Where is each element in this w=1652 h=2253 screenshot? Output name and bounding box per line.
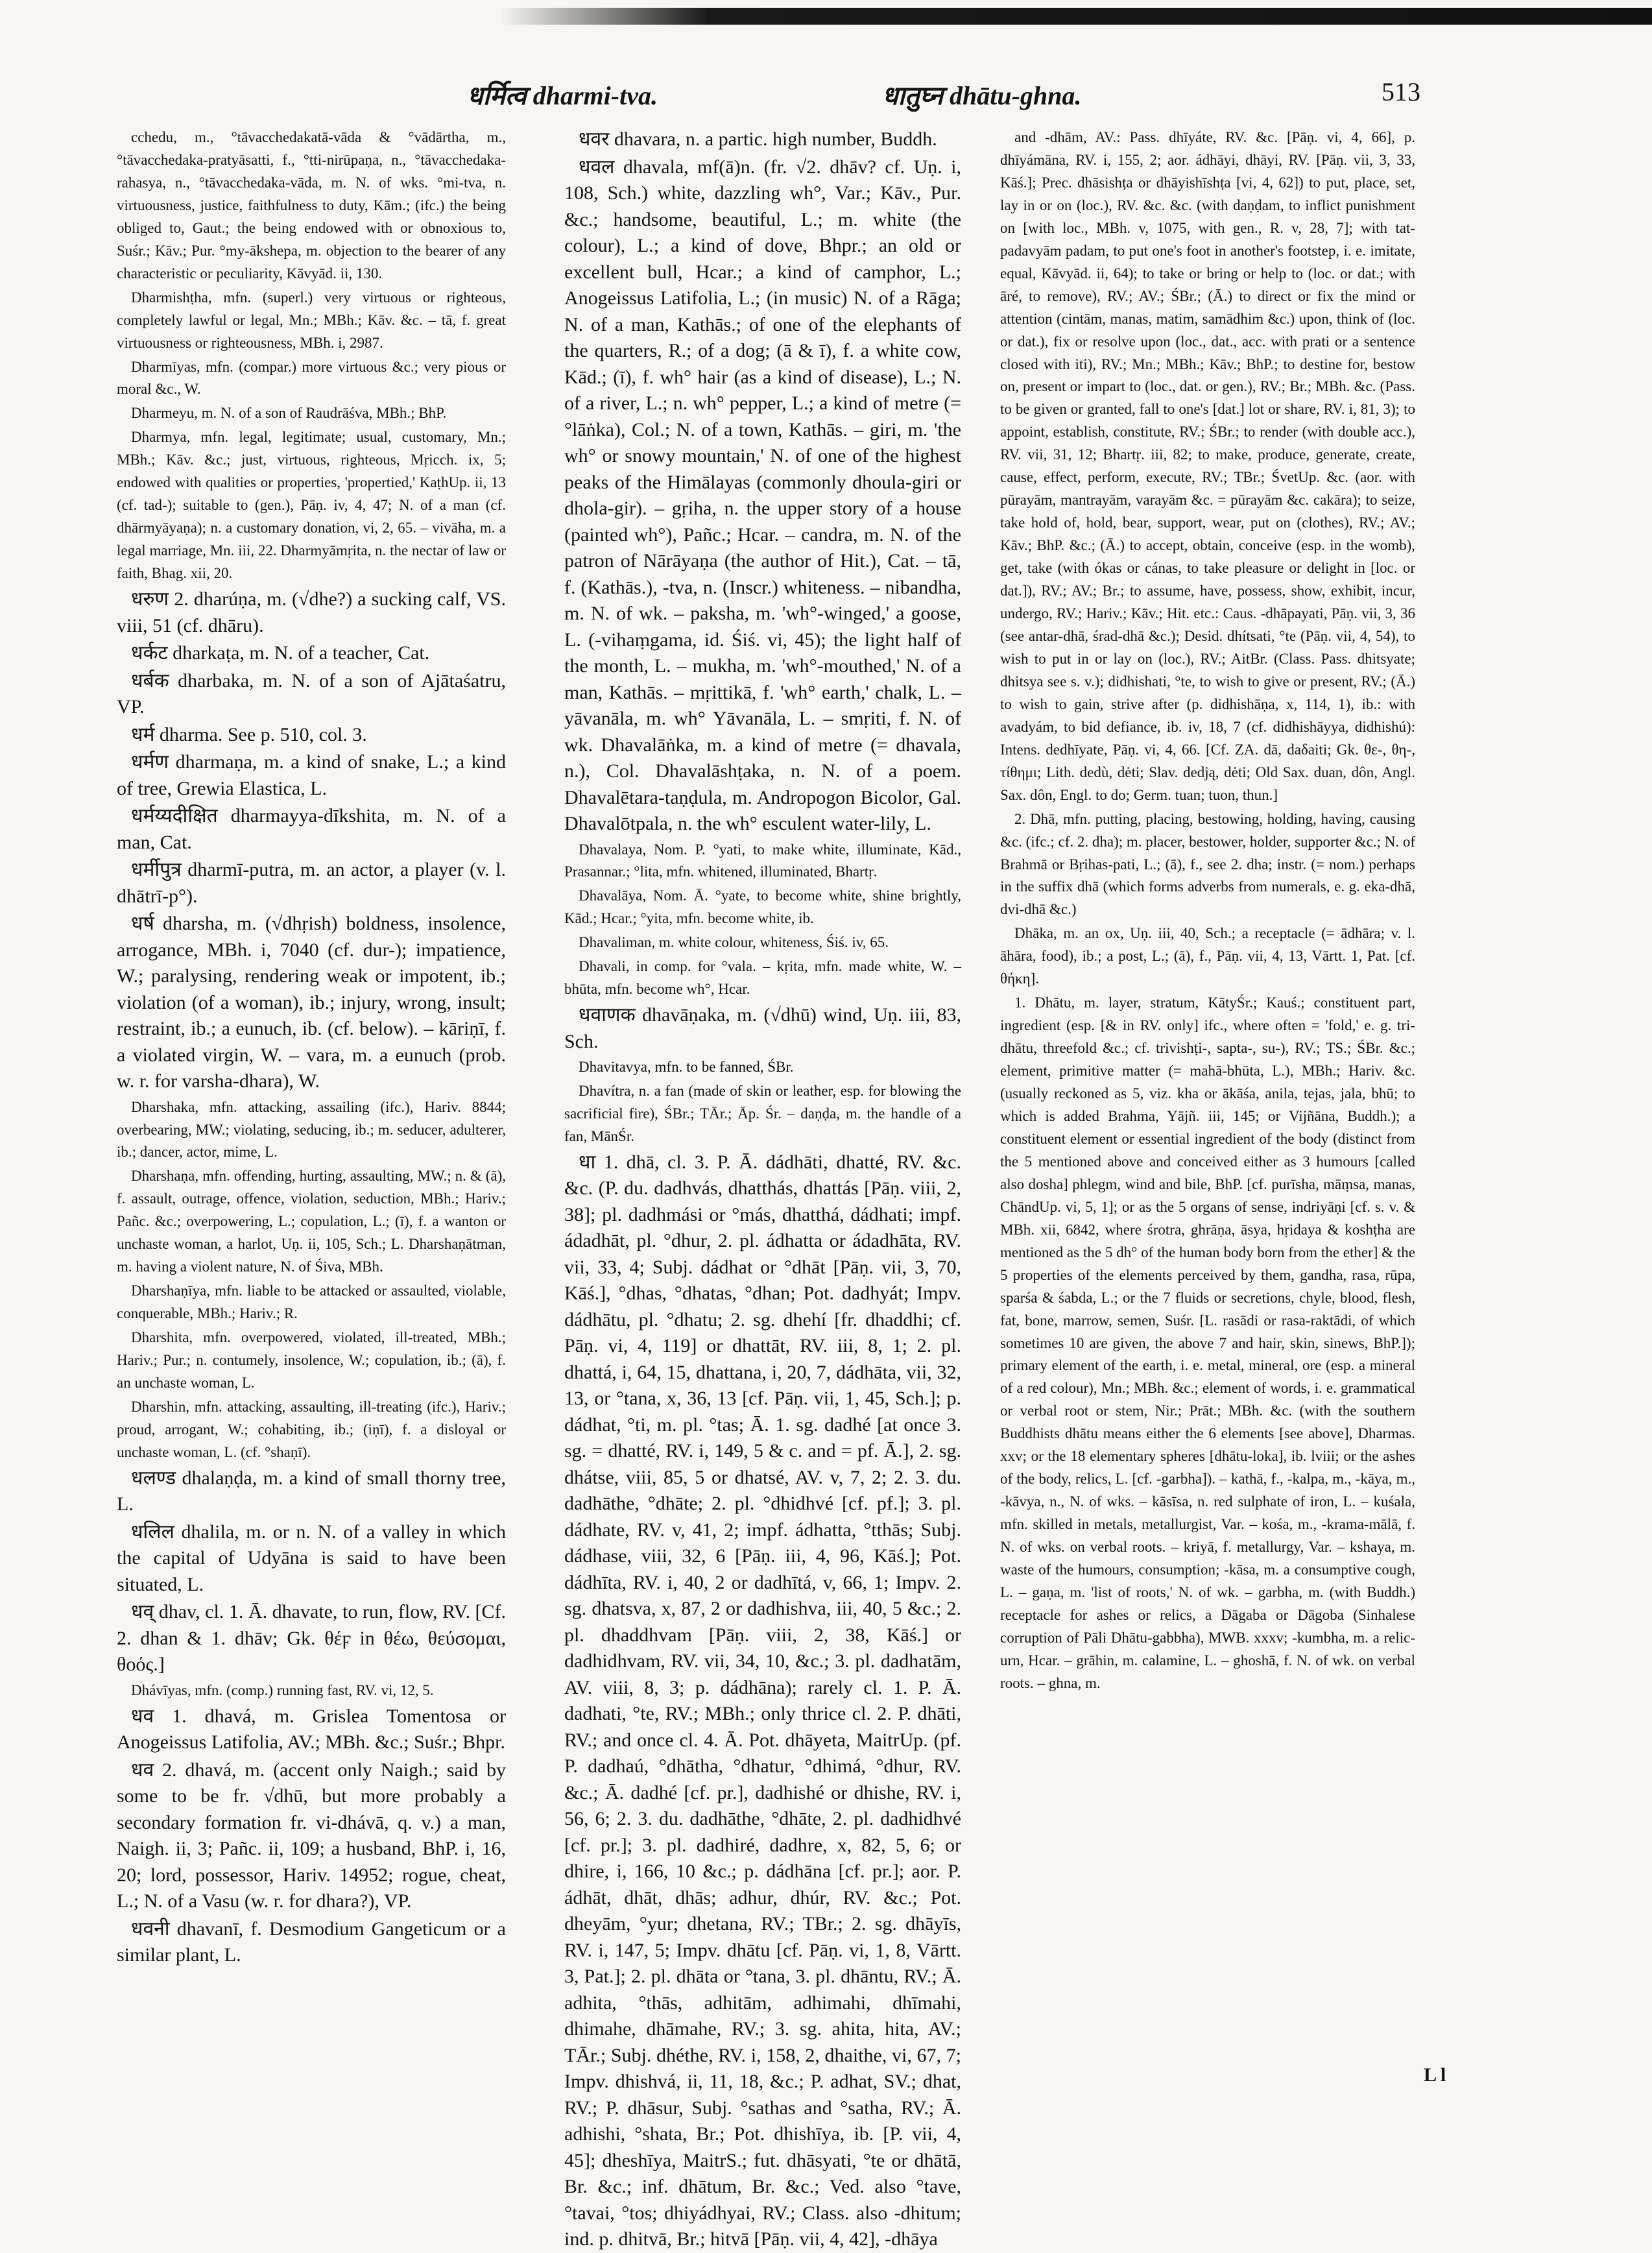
dictionary-entry: धर्बक dharbaka, m. N. of a son of Ajātaśatru, VP. (117, 669, 506, 718)
page-header (0, 77, 1652, 115)
dictionary-entry: cchedu, m., °tāvacchedakatā-vāda & °vādārtha, m., °tāvacchedaka-pratyāsatti, f., °tti-nirūpaṇa, n., °tāvacchedaka-rahasya, n., °tāvacchedaka-vāda, m. N. of wks. °mi-tva, n. virtuousness, justice, faithfulness to duty, Kām.; (ifc.) the being obliged to, Gaut.; the being endowed with or obnoxious to, Suśr.; Kāv.; Pur. °my-ākshepa, m. objection to the bearer of any characteristic or peculiarity, Kāvyād. ii, 130. (117, 129, 506, 282)
dictionary-entry: Dhávīyas, mfn. (comp.) running fast, RV. vi, 12, 5. (131, 1681, 434, 1698)
column-3 (1000, 127, 1415, 2073)
dictionary-entry: Dharmīyas, mfn. (compar.) more virtuous &c.; very pious or moral &c., W. (117, 358, 506, 398)
dictionary-entry: Dharmishṭha, mfn. (superl.) very virtuous or righteous, completely lawful or legal, Mn.; MBh.; Kāv. &c. – tā, f. great virtuousness or righteousness, MBh. i, 2987. (117, 289, 506, 351)
dictionary-entry: धर्मय्यदीक्षित dharmayya-dīkshita, m. N. of a man, Cat. (117, 805, 506, 853)
signature-mark: L l (1424, 2064, 1446, 2086)
dictionary-entry: Dhavaliman, m. white colour, whiteness, Śiś. iv, 65. (579, 934, 889, 951)
dictionary-entry: 1. Dhātu, m. layer, stratum, KātyŚr.; Kauś.; constituent part, ingredient (esp. [& in RV. only] ifc., where often = 'fold,' e. g. tri-dhātu, threefold &c.; cf. trivishṭi-, sapta-, su-), RV.; TS.; ŚBr. &c.; element, primitive matter (= mahā-bhūta, L.), MBh.; Hariv. &c. (usually reckoned as 5, viz. kha or ākāśa, anila, tejas, jala, bhū; to which is added Brahma, Yājñ. iii, 145; or Vijñāna, Buddh.); a constituent element or essential ingredient of the body (distinct from the 5 mentioned above and conceived either as 3 humours [called also dosha] phlegm, wind and bile, BhP. [cf. purīsha, māṃsa, manas, ChāndUp. vi, 5, 1]; or as the 5 organs of sense, indriyāṇi [cf. s. v. & MBh. xii, 6842, where śrotra, ghrāṇa, āsya, hṛidaya & koshṭha are mentioned as the 5 dh° of the human body born from the ether] & the 5 properties of the elements perceived by them, gandha, rasa, rūpa, sparśa & śabda, L.; or the 7 fluids or secretions, chyle, blood, flesh, fat, bone, marrow, semen, Suśr. [L. rasādi or rasa-raktādi, of which sometimes 10 are given, the above 7 and hair, skin, sinews, BhP.]); primary element of the earth, i. e. metal, mineral, ore (esp. a mineral of a red colour), Mn.; MBh. &c.; element of words, i. e. grammatical or verbal root or stem, Nir.; Prāt.; MBh. &c. (with the southern Buddhists dhātu means either the 6 elements [see above], Dharmas. xxv; or the 18 elementary spheres [dhātu-loka], ib. lviii; or the ashes of the body, relics, L. [cf. -garbha]). – kathā, f., -kalpa, m., -kāya, m., -kāvya, n., N. of wks. – kāsīsa, n. red sulphate of iron, L. – kuśala, mfn. skilled in metals, metallurgist, Var. – kośa, m., -krama-mālā, f. N. of wks. on verbal roots. – kriyā, f. metallurgy, Var. – kshaya, m. waste of the humours, consumption; -kāsa, m. a consumptive cough, L. – gaṇa, m. 'list of roots,' N. of wk. – garbha, m. (with Buddh.) receptacle for ashes or relics, a Dāgaba or Dāgoba (Sinhalese corruption of Pāli Dhātu-gabbha), MWB. xxxv; -kumbha, m. a relic-urn, Hcar. – grāhin, m. calamine, L. – ghoshā, f. N. of wk. on verbal roots. – ghna, m. (1000, 994, 1415, 1691)
dictionary-entry: धरुण 2. dharúṇa, m. (√dhe?) a sucking calf, VS. viii, 51 (cf. dhāru). (117, 588, 506, 636)
dictionary-entry: धर्म dharma. See p. 510, col. 3. (131, 723, 367, 745)
dictionary-entry: and -dhām, AV.: Pass. dhīyáte, RV. &c. [Pāṇ. vi, 4, 66], p. dhīyámāna, RV. i, 155, 2; aor. ádhāyi, dhāyi, RV. [Pāṇ. vii, 3, 33, Kāś.]; Prec. dhāsishṭa or dhāyishīshṭa [vi, 4, 62]) to put, place, set, lay in or on (loc.), RV. &c. &c. (with daṇḍam, to inflict punishment on [with loc., MBh. v, 1075, with gen., R. v, 28, 7]; with tat-padavyām padam, to put one's foot in another's footstep, i. e. imitate, equal, Kāvyād. ii, 64); to take or bring or help to (loc. or dat.; with āré, to remove), RV.; AV.; ŚBr.; (Ā.) to direct or fix the mind or attention (cintām, manas, matim, samādhim &c.) upon, think of (loc. or dat.), fix or resolve upon (loc., dat., acc. with prati or a sentence closed with iti), RV.; Mn.; MBh.; Kāv.; BhP.; to destine for, bestow on, present or impart to (loc., dat. or gen.), RV.; Br.; MBh. &c. (Pass. to be given or granted, fall to one's [dat.] lot or share, RV. i, 81, 3); to appoint, establish, constitute, RV.; ŚBr.; to render (with double acc.), RV. vii, 31, 12; Bhartṛ. iii, 82; to make, produce, generate, create, cause, effect, perform, execute, RV.; TBr.; ŚvetUp. &c. (aor. with pūrayām, mantrayām, varayām &c. = pūrayām &c. cakāra); to seize, take hold of, hold, bear, support, wear, put on (clothes), RV.; AV.; Kāv.; BhP. &c.; (Ā.) to accept, obtain, conceive (esp. in the womb), get, take (with ókas or cánas, to take pleasure or delight in [loc. or dat.]), RV.; AV.; Br.; to assume, have, possess, show, exhibit, incur, undergo, RV.; Hariv.; Kāv.; Hit. etc.: Caus. -dhāpayati, Pāṇ. vii, 3, 36 (see antar-dhā, śrad-dhā &c.); Desid. dhítsati, °te (Pāṇ. vii, 4, 54), to wish to put in or lay on (loc.), RV.; AitBr. (Class. Pass. dhitsyate; dhitsya see s. v.); didhishati, °te, to wish to give or present, RV.; (Ā.) to wish to gain, strive after (p. didhishāṇa, x, 114, 1), ib.: with avadyám, to bid defiance, ib. iv, 18, 7 (cf. didhishāyya, didhishú): Intens. dedhīyate, Pāṇ. vi, 4, 66. [Cf. ZA. dā, daδaiti; Gk. θε-, θη-, τίθημι; Lith. dedù, dėti; Slav. dedją, dėti; Old Sax. duan, dôn, Angl. Sax. dôn, Engl. to do; Germ. tuan; tuon, thun.] (1000, 129, 1415, 803)
dictionary-entry: धवल dhavala, mf(ā)n. (fr. √2. dhāv? cf. Uṇ. i, 108, Sch.) white, dazzling wh°, Var.; Kāv., Pur. &c.; handsome, beautiful, L.; m. white (the colour), L.; a kind of dove, Bhpr.; an old or excellent bull, Hcar.; a kind of camphor, L.; Anogeissus Latifolia, L.; (in music) N. of a Rāga; N. of a man, Kathās.; of one of the elephants of the quarters, R.; of a dog; (ā & ī), f. a white cow, Kād.; (ī), f. wh° hair (as a kind of disease), L.; N. of a river, L.; n. wh° pepper, L.; a kind of metre (= °lāṅka), Col.; N. of a town, Kathās. – giri, m. 'the wh° or snowy mountain,' N. of one of the highest peaks of the Himālayas (commonly dhoula-giri or dhola-gir). – gṛiha, n. the upper story of a house (painted wh°), Pañc.; Hcar. – candra, m. N. of the patron of Nārāyaṇa (the author of Hit.), Cat. – tā, f. (Kathās.), -tva, n. (Inscr.) whiteness. – nibandha, m. N. of wk. – paksha, m. 'wh°-winged,' a goose, L. (-vihaṃgama, id. Śiś. vi, 45); the light half of the month, L. – mukha, m. 'wh°-mouthed,' N. of a man, Kathās. – mṛittikā, f. 'wh° earth,' chalk, L. – yāvanāla, m. wh° Yāvanāla, L. – smṛiti, f. N. of wk. Dhavalāṅka, m. a kind of metre (= dhavala, n.), Col. Dhavalāshṭaka, n. N. of a poem. Dhavalētara-taṇḍula, m. Andropogon Bicolor, Gal. Dhavalōtpala, n. the wh° esculent water-lily, L. (564, 156, 961, 834)
dictionary-entry: Dharshita, mfn. overpowered, violated, ill-treated, MBh.; Hariv.; Pur.; n. contumely, insolence, W.; copulation, ib.; (ā), f. an unchaste woman, L. (117, 1329, 506, 1391)
dictionary-entry: धव् dhav, cl. 1. Ā. dhavate, to run, flow, RV. [Cf. 2. dhan & 1. dhāv; Gk. θέϝ in θέω, θεύσομαι, θοός.] (117, 1601, 506, 1676)
dictionary-entry: Dhavalāya, Nom. Ā. °yate, to become white, shine brightly, Kād.; Hcar.; °yita, mfn. become white, ib. (564, 887, 961, 927)
top-edge-bar (499, 8, 1652, 25)
dictionary-entry: धर्मण dharmaṇa, m. a kind of snake, L.; a kind of tree, Grewia Elastica, L. (117, 751, 506, 799)
dictionary-entry: 2. Dhā, mfn. putting, placing, bestowing, holding, having, causing &c. (ifc.; cf. 2. dha); m. placer, bestower, holder, supporter &c.; N. of Brahmā or Bṛihas-pati, L.; (ā), f., see 2. dha; instr. (= nom.) perhaps in the suffix dhā (which forms adverbs from numerals, e. g. eka-dhā, dvi-dhā &c.) (1000, 810, 1415, 918)
dictionary-entry: धा 1. dhā, cl. 3. P. Ā. dádhāti, dhatté, RV. &c. &c. (P. du. dadhvás, dhatthás, dhattás [Pāṇ. viii, 2, 38]; pl. dadhmási or °más, dhatthá, dádhati; impf. ádadhāt, pl. °dhur, 2. pl. ádhatta or ádadhāta, RV. vii, 33, 4; Subj. dádhat or °dhāt [Pāṇ. vii, 3, 70, Kāś.], °dhas, °dhatas, °dhan; Pot. dadhyát; Impv. dádhātu, pl. °dhatu; 2. sg. dhehí [fr. dhaddhi; cf. Pāṇ. vi, 4, 119] or dhattāt, RV. iii, 8, 1; 2. pl. dhattá, i, 64, 15, dhattana, i, 20, 7, dádhāta, vii, 32, 13, or °tana, x, 36, 13 [cf. Pāṇ. vii, 1, 45, Sch.]; p. dádhat, °ti, m. pl. °tas; Ā. 1. sg. dadhé [at once 3. sg. = dhatté, RV. i, 149, 5 & c. and = pf. Ā.], 2. sg. dhátse, viii, 85, 5 or dhatsé, AV. v, 7, 2; 2. 3. du. dadhāthe, °dhāte; 2. pl. °dhidhvé [cf. pf.]; 3. pl. dádhate, RV. v, 41, 2; impf. ádhatta, °tthās; Subj. dádhase, viii, 32, 6 [Pāṇ. iii, 4, 96, Kāś.]; Pot. dádhīta, RV. i, 40, 2 or dadhītá, v, 66, 1; Impv. 2. sg. dhatsva, x, 87, 2 or dadhishva, iii, 40, 5 &c.; 2. pl. dhaddhvam [Pāṇ. viii, 2, 38, Kāś.] or dadhidhvam, RV. vii, 34, 10, &c.; 3. pl. dadhatām, AV. viii, 8, 3; p. dádhāna); rarely cl. 1. P. Ā. dadhati, °te, RV.; MBh.; only thrice cl. 2. P. dhāti, RV.; and once cl. 4. Ā. Pot. dhāyeta, MaitrUp. (pf. P. dadhaú, °dhātha, °dhatur, °dhimá, °dhur, RV. &c.; Ā. dadhé [cf. pr.], dadhishé or dhishe, RV. i, 56, 6; 2. 3. du. dadhāthe, °dhāte, 2. pl. dadhidhvé [cf. pr.]; 3. pl. dadhiré, dadhre, x, 82, 5, 6; or dhire, i, 166, 10 &c.; p. dádhāna [cf. pr.]; aor. P. ádhāt, dhāt, dhās; adhur, dhúr, RV. &c.; Pot. dheyām, °yur; dhetana, RV.; TBr.; 2. sg. dhāyīs, RV. i, 147, 5; Impv. dhātu [cf. Pāṇ. vi, 1, 8, Vārtt. 3, Pat.]; 2. pl. dhāta or °tana, 3. pl. dhāntu, RV.; Ā. adhita, °thās, adhitām, adhimahi, dhīmahi, dhimahe, dhāmahe, RV.; 3. sg. ahita, hita, AV.; TĀr.; Subj. dhéthe, RV. i, 158, 2, dhaithe, vi, 67, 7; Impv. dhishvá, ii, 11, 18, &c.; P. adhat, SV.; dhat, RV.; P. dhāsur, Subj. °sathas and °satha, RV.; Ā. adhishi, °shata, Br.; Pot. dhishīya, ib. [P. vii, 4, 45]; dheshīya, MaitrS.; fut. dhāsyati, °te or dhātā, Br. &c.; inf. dhātum, Br. &c.; Ved. also °tave, °tavai, °tos; dhiyádhyai, RV.; Class. also -dhitum; ind. p. dhitvā, Br.; hitvā [Pāṇ. vii, 4, 42], -dhāya (564, 1151, 961, 2250)
dictionary-entry: Dhavitavya, mfn. to be fanned, ŚBr. (579, 1059, 794, 1076)
dictionary-entry: Dharshaṇīya, mfn. liable to be attacked or assaulted, violable, conquerable, MBh.; Hariv.; R. (117, 1283, 506, 1322)
dictionary-entry: धर्ष dharsha, m. (√dhṛish) boldness, insolence, arrogance, MBh. i, 7040 (cf. dur-); impatience, W.; paralysing, rendering weak or impotent, ib.; violation (of a woman), ib.; injury, wrong, insult; restraint, ib.; a eunuch, ib. (cf. below). – kāriṇī, f. a violated virgin, W. – vara, m. a eunuch (prob. w. r. for varsha-dhara), W. (117, 913, 506, 1092)
page-number: 513 (1382, 77, 1420, 106)
dictionary-entry: Dhavítra, n. a fan (made of skin or leather, esp. for blowing the sacrificial fire), ŚBr.; TĀr.; Āp. Śr. – daṇḍa, m. the handle of a fan, MānŚr. (564, 1083, 961, 1145)
column-1 (117, 127, 506, 2073)
dictionary-entry: धर्मीपुत्र dharmī-putra, m. an actor, a player (v. l. dhātrī-p°). (117, 859, 506, 907)
column-2 (564, 127, 961, 2250)
right-running-head: धातुघ्न dhātu-ghna. (882, 81, 1082, 110)
dictionary-entry: धवनी dhavanī, f. Desmodium Gangeticum or a similar plant, L. (117, 1918, 506, 1966)
dictionary-entry: Dharshaka, mfn. attacking, assailing (ifc.), Hariv. 8844; overbearing, MW.; violating, seducing, ib.; m. seducer, adulterer, ib.; dancer, actor, mime, L. (117, 1098, 506, 1161)
dictionary-entry: Dhavali, in comp. for °vala. – kṛita, mfn. made white, W. – bhūta, mfn. become wh°, Hcar. (564, 958, 961, 998)
dictionary-entry: धव 2. dhavá, m. (accent only Naigh.; said by some to be fr. √dhū, but more probably a secondary formation fr. vi-dhávā, q. v.) a man, Naigh. ii, 3; Pañc. ii, 109; a husband, BhP. i, 16, 20; lord, possessor, Hariv. 14952; rogue, cheat, L.; N. of a Vasu (w. r. for dhara?), VP. (117, 1759, 506, 1912)
dictionary-entry: धवाणक dhavāṇaka, m. (√dhū) wind, Uṇ. iii, 83, Sch. (564, 1004, 961, 1052)
dictionary-entry: धलिल dhalila, m. or n. N. of a valley in which the capital of Udyāna is said to have been situated, L. (117, 1521, 506, 1595)
dictionary-entry: Dhāka, m. an ox, Uṇ. iii, 40, Sch.; a receptacle (= ādhāra; v. l. āhāra, food), ib.; a post, L.; (ā), f., Pāṇ. vii, 4, 13, Vārtt. 1, Pat. [cf. θήκη]. (1000, 925, 1415, 987)
dictionary-entry: धर्कट dharkaṭa, m. N. of a teacher, Cat. (131, 642, 430, 664)
left-running-head: धर्मित्व dharmi-tva. (467, 81, 658, 110)
dictionary-entry: Dhavalaya, Nom. P. °yati, to make white, illuminate, Kād., Prasannar.; °lita, mfn. whitened, illuminated, Bhartṛ. (564, 841, 961, 880)
dictionary-entry: धलण्ड dhalaṇḍa, m. a kind of small thorny tree, L. (117, 1467, 506, 1515)
dictionary-entry: धवर dhavara, n. a partic. high number, Buddh. (579, 128, 937, 150)
dictionary-body (117, 127, 1415, 2250)
dictionary-entry: Dharshin, mfn. attacking, assaulting, ill-treating (ifc.), Hariv.; proud, arrogant, W.; cohabiting, ib.; (iṇī), f. a disloyal or unchaste woman, L. (cf. °shaṇī). (117, 1398, 506, 1460)
dictionary-entry: Dharmeyu, m. N. of a son of Raudrāśva, MBh.; BhP. (131, 405, 447, 422)
dictionary-entry: Dharmya, mfn. legal, legitimate; usual, customary, Mn.; MBh.; Kāv. &c.; just, virtuous, righteous, Mṛicch. ix, 5; endowed with qualities or properties, 'propertied,' KaṭhUp. ii, 13 (cf. tad-); suitable to (gen.), Pāṇ. iv, 4, 47; N. of a man (cf. dhārmyāyaṇa); n. a customary donation, vi, 2, 65. – vivāha, m. a legal marriage, Mn. iii, 22. Dharmyāmṛita, n. the nectar of law or faith, Bhag. xii, 20. (117, 429, 506, 582)
dictionary-entry: धव 1. dhavá, m. Grislea Tomentosa or Anogeissus Latifolia, AV.; MBh. &c.; Suśr.; Bhpr. (117, 1705, 506, 1753)
dictionary-entry: Dharshaṇa, mfn. offending, hurting, assaulting, MW.; n. & (ā), f. assault, outrage, offence, violation, seduction, MBh.; Hariv.; Pañc. &c.; overpowering, L.; copulation, L.; (ī), f. a wanton or unchaste woman, a harlot, Uṇ. ii, 105, Sch.; L. Dharshaṇātman, m. having a violent nature, N. of Śiva, MBh. (117, 1168, 506, 1275)
